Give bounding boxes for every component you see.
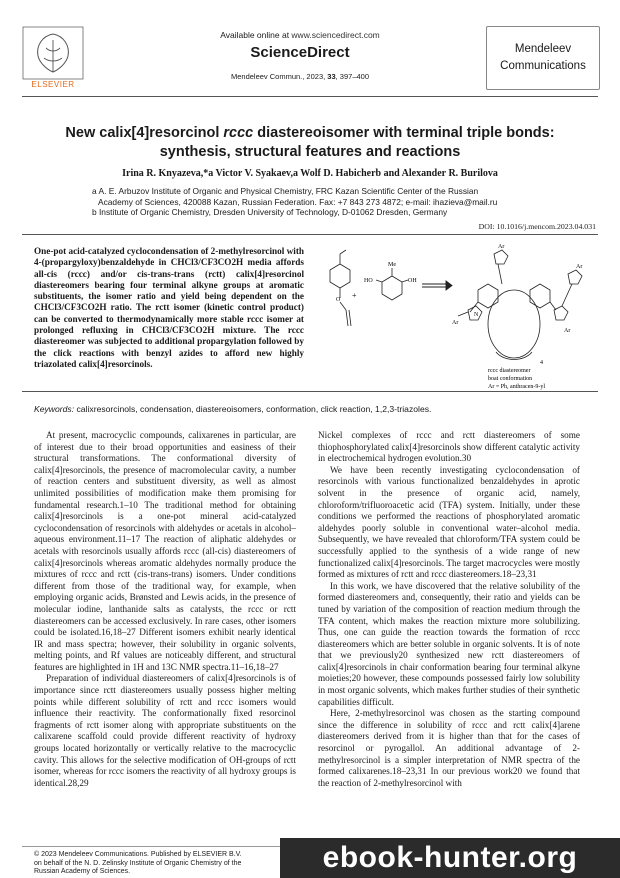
body-paragraph: Nickel complexes of rccc and rctt diastereomers of some thiophosphorylated calix[4]resorcinols show different catalytic activity in electrochemical hydrogen evolution.30 — [318, 430, 580, 464]
reaction-scheme — [318, 240, 600, 390]
citation-pages: , 397–400 — [335, 72, 370, 81]
abstract-divider-bottom — [22, 391, 598, 392]
aldehyde-structure — [330, 250, 351, 326]
watermark-banner: ebook-hunter.org — [280, 838, 620, 878]
platform-title: ScienceDirect — [250, 44, 350, 61]
copyright-line1: © 2023 Mendeleev Communications. Published by ELSEVIER B.V. — [34, 851, 242, 858]
available-online — [150, 30, 450, 40]
title-italic: rccc — [223, 125, 254, 141]
journal-name-line1: Mendeleev — [514, 43, 572, 56]
available-prefix: Available online at — [220, 30, 292, 40]
triazole-n-label: N — [474, 312, 479, 318]
copyright-line2: on behalf of the N. D. Zelinsky Institute of Organic Chemistry of the — [34, 859, 242, 867]
sciencedirect-link[interactable]: www.sciencedirect.com — [291, 30, 380, 40]
keywords-label: Keywords: — [34, 404, 75, 414]
product-structure — [458, 250, 582, 360]
body-paragraph: Preparation of individual diastereomers of calix[4]resorcinols is of importance since rctt diastereomers usually possess higher melting points while different solubility of rctt and rccc isomers would influence their reactivity. The conformationally fixed resorcinol fragments of rctt isomer along with appropriate substituents on the calixarene scaffold could provide different reactivity of hydroxy groups located horizontally or vertically relative to the macrocyclic cavity. This allows for the selective modification of OH-groups of rctt isomer, whereas for rccc isomers the reactivity of all hydroxy groups is identical.28,29 — [34, 673, 296, 788]
title-part2: diastereoisomer with terminal triple bonds: — [253, 125, 555, 141]
scheme-caption-line2: boat conformation — [488, 376, 533, 382]
article-title — [40, 124, 580, 162]
citation-prefix: Mendeleev Commun., 2023, — [230, 72, 328, 81]
methyl-label: Me — [388, 262, 396, 268]
keywords-text: calixresorcinols, condensation, diastereoisomers, conformation, click reaction, 1,2,3-triazoles. — [74, 404, 432, 414]
body-paragraph: We have been recently investigating cyclocondensation of resorcinols with various functionalized benzaldehydes in aprotic solvent in the presence of organic acid, namely, chloroform/trifluoroacetic acid (TFA) system. Initially, under these conditions we performed the reactions of phosphorylated aromatic aldehydes poorly soluble in conventional water–alcohol media. Subsequently, we have revealed that chloroform/TFA system could be successfully applied to the synthesis of a wide range of new functionalized calix[4]resorcinols. The target macrocycles were mostly formed as mixtures of rctt and rccc diastereomers.18–23,31 — [318, 464, 580, 580]
journal-name-box — [486, 26, 600, 90]
plus-sign: + — [352, 291, 357, 300]
affiliation-b: b Institute of Organic Chemistry, Dresden University of Technology, D-01062 Dresden, Germany — [92, 207, 448, 218]
graphical-abstract-text: One-pot acid-catalyzed cyclocondensation of 2-methylresorcinol with 4-(propargyloxy)benzaldehyde in CHCl3/CF3CO2H media affords all-cis (rccc) and/or cis-trans-trans (rctt) calix[4]resorcinol diastereomers bearing four terminal alkyne groups at aromatic substituents, the isomer ratio and yield being dependent on the CHCl3/CF3CO2H ratio. The rctt isomer (kinetic control product) can be converted to thermodynamically more stable rccc isomer at prolonged refluxing in CHCl3/CF3CO2H mixture. The rccc diastereomer was subjected to additional propargylation followed by the click reactions with benzyl azides to afford new highly triazolated calix[4]resorcinols. — [34, 246, 304, 369]
scheme-caption-line3: Ar = Ph, anthracen-9-yl — [488, 384, 546, 390]
affiliations — [92, 186, 572, 218]
header-divider — [22, 96, 598, 97]
body-paragraph: At present, macrocyclic compounds, calixarenes in particular, are of interest due to their broad opportunities and easiness of their structural transformations. The conformational diversity of calix[4]resorcinols, the presence of macromolecular cavity, a number of reaction centers and substituent diversity, as well as almost unlimited possibilities of modification make them promising for fundamental research.1–10 The traditional method for obtaining calix[4]resorcinols is a one-pot mineral acid-catalyzed cyclocondensation of resorcinols with aldehydes or acetals in alcohol–aqueous environment.11–17 The reaction of aliphatic aldehydes or acetals with resorcinols usually affords rccc (all-cis) diastereomers of calix[4]resorcinols whereas aromatic aldehydes normally produce the mixtures of rccc and rctt (cis-trans-trans) isomers. Under conditions different from those of the traditional way, for example, when employing organic acids, Brønsted and Lewis acids, in the presence of molecular iodine, lanthanide salts as catalysts, the rccc or rctt diastereomers can be accessed exclusively. In rare cases, other isomers could be isolated.16,18–27 Different isomers exhibit nearly identical IR and mass spectra; however, their solubility in organic solvents, melting points, and Rf values are noticeably different, and structural features are highlighted in 1H and 13C NMR spectra.11–16,18–27 — [34, 430, 296, 672]
copyright-notice — [34, 851, 294, 877]
copyright-line3: Russian Academy of Sciences. — [34, 868, 131, 876]
hydroxyl-right-label: OH — [408, 278, 417, 284]
citation-volume: 33 — [327, 72, 336, 81]
resorcinol-structure — [376, 268, 408, 300]
repeat-count-label: 4 — [540, 360, 543, 366]
hydroxyl-left-label: HO — [364, 278, 373, 284]
title-part1: New calix[4]resorcinol — [65, 125, 224, 141]
affiliation-a-line2: Academy of Sciences, 420088 Kazan, Russian Federation. Fax: +7 843 273 4872; e-mail: ihazieva@mail.ru — [98, 196, 498, 207]
abstract-divider-top — [22, 234, 598, 235]
journal-name-line2: Communications — [500, 60, 586, 72]
body-column-right — [318, 430, 580, 789]
scheme-caption-line1: rccc diastereomer — [488, 368, 531, 374]
aryl-label-top: Ar — [498, 244, 505, 250]
affiliation-a-line1: a A. E. Arbuzov Institute of Organic and Physical Chemistry, FRC Kazan Scientific Center of the Russian — [92, 186, 479, 196]
aryl-label-left: Ar — [452, 320, 459, 326]
title-line2: synthesis, structural features and reactions — [159, 144, 461, 160]
body-paragraph: In this work, we have discovered that the relative solubility of the formed diastereomers and, consequently, their ratio and yields can be tuned by variation of the composition of reaction medium through the TFA content, which makes the reaction mixture more solubilizing. Thus, one can guide the reaction towards the formation of rccc diastereomers which are better soluble in organic solvents. It is of note that we previously20 synthesized new rctt diastereomers of calix[4]resorcinols in chair conformation bearing four terminal alkyne moieties;20 however, these compounds possessed fairly low solubility in most organic solvents, which makes further studies of their synthetic capabilities difficult. — [318, 580, 580, 707]
doi-link[interactable]: DOI: 10.1016/j.mencom.2023.04.031 — [478, 222, 596, 231]
author-list: Irina R. Knyazeva,*a Victor V. Syakaev,a Wolf D. Habicherb and Alexander R. Burilova — [122, 168, 498, 179]
publisher-name: ELSEVIER — [31, 80, 75, 89]
body-paragraph: Here, 2-methylresorcinol was chosen as the starting compound since the difference in solubility of rccc and rctt calix[4]arene diastereomers derived from it is higher than that for the cases of resorcinol or pyrogallol. An additional advantage of 2-methylresorcinol is a simpler interpretation of NMR spectra of the formed calixarenes.18–23,31 In our previous work20 we found that the reaction of 2-methylresorcinol with — [318, 708, 580, 788]
body-column-left — [34, 430, 296, 789]
reaction-arrow — [422, 281, 452, 290]
journal-citation — [150, 72, 450, 81]
elsevier-logo — [22, 26, 84, 88]
aldehyde-o-label: O — [336, 297, 341, 303]
aryl-label-right: Ar — [576, 264, 583, 270]
aryl-label-lower: Ar — [564, 328, 571, 334]
keywords — [34, 404, 594, 414]
